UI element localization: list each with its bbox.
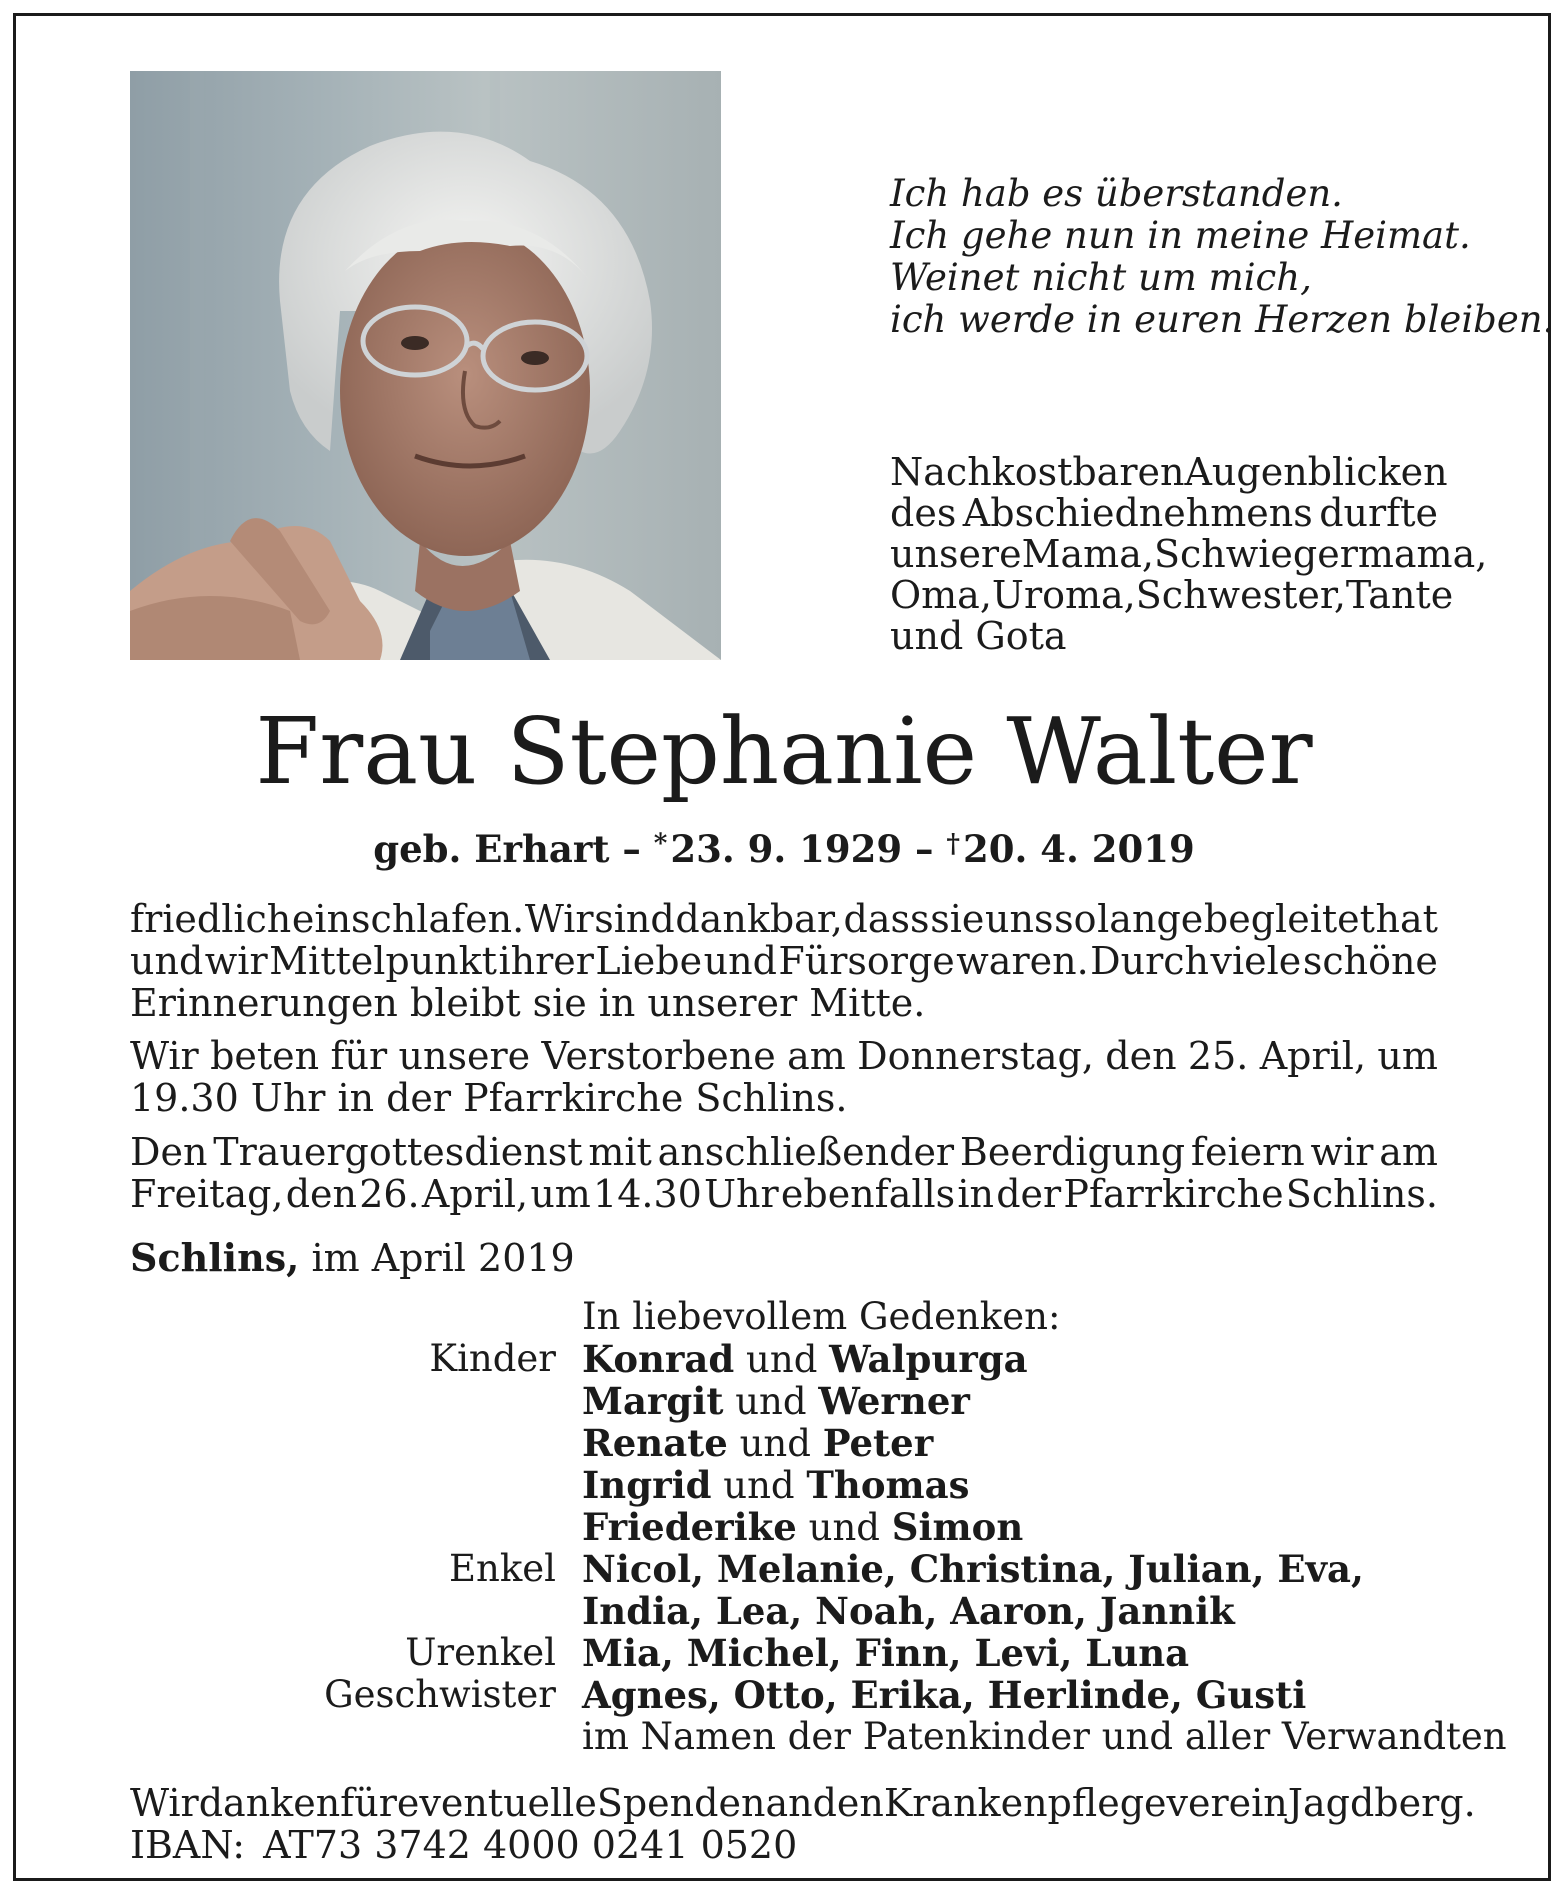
word: beten [210, 1034, 320, 1078]
word: unsere [890, 532, 1022, 576]
word: Wir [524, 897, 594, 941]
word: um [1377, 1034, 1438, 1078]
word: Liebe [595, 939, 703, 983]
word: waren. [956, 939, 1089, 983]
word: durfte [1319, 491, 1438, 535]
poem-line: ich werde in euren Herzen bleiben. [890, 298, 1555, 341]
word: bleibt [409, 981, 521, 1025]
word: uns [985, 897, 1054, 941]
word: Augenblicken [1184, 450, 1448, 494]
enkel-names: Nicol, Melanie, Christina, Julian, Eva, [582, 1547, 1364, 1591]
enkel-label: Enkel [449, 1547, 556, 1590]
poem-line: Weinet nicht um mich, [890, 256, 1312, 299]
family-heading: In liebevollem Gedenken: [582, 1295, 1061, 1338]
word: des [890, 491, 957, 535]
paragraph-funeral [130, 1131, 1438, 1215]
word: lange [1097, 897, 1204, 941]
word: Uhr [704, 1172, 779, 1216]
word: Schlins. [1285, 1172, 1438, 1216]
portrait-photo [130, 71, 721, 660]
word: Uroma, [991, 573, 1136, 617]
word: anschließender [657, 1130, 955, 1174]
word: Oma, [890, 573, 992, 617]
word: dass [843, 897, 930, 941]
word: friedlich [130, 897, 292, 941]
urenkel-label: Urenkel [405, 1631, 556, 1674]
birth-symbol: * [653, 829, 668, 859]
intro-line [890, 450, 1448, 494]
word: Schwiegermama, [1153, 532, 1488, 576]
intro-line: und Gota [890, 614, 1067, 658]
word: 19.30 [130, 1076, 239, 1120]
donation-line [130, 1781, 1476, 1825]
word: sind [594, 897, 675, 941]
word: wir [1310, 1130, 1374, 1174]
geschwister-label: Geschwister [324, 1673, 556, 1716]
place-date [130, 1237, 575, 1279]
intro-text [890, 450, 1488, 658]
paragraph-prayer [130, 1035, 1438, 1119]
poem-line: Ich gehe nun in meine Heimat. [890, 214, 1471, 257]
word: der [996, 1172, 1062, 1216]
word: Uhr [250, 1076, 326, 1120]
word: Den [130, 1130, 208, 1174]
paragraph-line [130, 940, 1438, 982]
word: begleitet [1203, 897, 1375, 941]
maiden-name: geb. Erhart [373, 827, 610, 871]
word: feiern [1190, 1130, 1305, 1174]
paragraph-line [130, 1077, 1438, 1119]
intro-line [890, 573, 1454, 617]
enkel-names: India, Lea, Noah, Aaron, Jannik [582, 1589, 1235, 1633]
iban-line [130, 1824, 1438, 1866]
word: der [386, 1076, 452, 1120]
word: danken [198, 1781, 341, 1825]
word: Krankenpflegeverein [883, 1781, 1288, 1825]
geschwister-names: Agnes, Otto, Erika, Herlinde, Gusti [582, 1673, 1307, 1717]
word: Durch [1090, 939, 1210, 983]
dash: – [622, 827, 641, 871]
dash: – [914, 827, 934, 871]
word: unsere [398, 1034, 531, 1078]
word: Mitte. [809, 981, 926, 1025]
iban-label: IBAN: [130, 1823, 246, 1867]
paragraph-passing [130, 898, 1438, 1024]
birth-date: 23. 9. 1929 [670, 827, 903, 871]
life-dates [0, 820, 1568, 873]
word: Mittelpunkt [269, 939, 497, 983]
kinder-pair: Margit und Werner [582, 1379, 970, 1423]
word: Wir [130, 1781, 199, 1825]
word: Spenden [596, 1781, 766, 1825]
word: mit [588, 1130, 652, 1174]
word: 14.30 [593, 1172, 702, 1216]
word: am [1379, 1130, 1438, 1174]
word: hat [1375, 897, 1438, 941]
word: Beerdigung [959, 1130, 1186, 1174]
intro-line [890, 532, 1488, 576]
word: für [330, 1034, 388, 1078]
kinder-pair: Ingrid und Thomas [582, 1463, 970, 1507]
word: den [1105, 1034, 1177, 1078]
word: unserer [647, 981, 798, 1025]
poem [890, 172, 1555, 341]
kinder-pair: Konrad und Walpurga [582, 1337, 1028, 1381]
word: April, [421, 1172, 529, 1216]
word: ebenfalls [780, 1172, 956, 1216]
iban-number: AT73 3742 4000 0241 0520 [263, 1823, 798, 1867]
word: ihrer [498, 939, 594, 983]
place-town: Schlins, [130, 1235, 300, 1280]
word: Mama, [1021, 532, 1154, 576]
word: sie [532, 981, 587, 1025]
urenkel-names: Mia, Michel, Finn, Levi, Luna [582, 1631, 1190, 1675]
word: Pfarrkirche [1063, 1172, 1284, 1216]
word: in [598, 981, 636, 1025]
deceased-name: Frau Stephanie Walter [255, 698, 1313, 805]
word: Tante [1345, 573, 1454, 617]
word: 26. [359, 1172, 420, 1216]
word: um [530, 1172, 591, 1216]
paragraph-line [130, 982, 1438, 1024]
kinder-pair: Friederike und Simon [582, 1505, 1024, 1549]
word: Verstorbene [541, 1034, 776, 1078]
word: in [337, 1076, 375, 1120]
word: Nach [890, 450, 992, 494]
word: eventuelle [396, 1781, 597, 1825]
kinder-label: Kinder [429, 1337, 556, 1380]
family-closing: im Namen der Patenkinder und aller Verwandten [582, 1715, 1507, 1758]
donation-note [130, 1781, 1476, 1867]
word: und [703, 939, 777, 983]
death-date: 20. 4. 2019 [962, 827, 1195, 871]
word: Jagdberg. [1287, 1781, 1476, 1825]
word: den [285, 1172, 357, 1216]
word: sie [930, 897, 985, 941]
word: Donnerstag, [857, 1034, 1094, 1078]
word: viele [1210, 939, 1302, 983]
word: Schlins. [695, 1076, 848, 1120]
word: wir [204, 939, 268, 983]
word: in [957, 1172, 995, 1216]
word: Abschiednehmens [962, 491, 1313, 535]
word: den [812, 1781, 884, 1825]
word: für [340, 1781, 397, 1825]
word: kostbaren [991, 450, 1185, 494]
poem-line: Ich hab es überstanden. [890, 172, 1343, 215]
word: April, [1259, 1034, 1367, 1078]
word: Fürsorge [778, 939, 955, 983]
paragraph-line [130, 1131, 1438, 1173]
place-month: im April 2019 [311, 1236, 575, 1280]
word: einschlafen. [291, 897, 525, 941]
word: am [787, 1034, 846, 1078]
word: dankbar, [675, 897, 843, 941]
word: an [765, 1781, 813, 1825]
paragraph-line [130, 1173, 1438, 1215]
word: und [130, 939, 204, 983]
word: Schwester, [1135, 573, 1346, 617]
intro-line [890, 493, 1438, 534]
word: Pfarrkirche [463, 1076, 684, 1120]
word: 25. [1187, 1034, 1249, 1078]
family-list [0, 1296, 1568, 1758]
word: Erinnerungen [130, 981, 398, 1025]
word: so [1054, 897, 1097, 941]
word: schöne [1302, 939, 1438, 983]
death-symbol: † [946, 829, 960, 859]
word: Freitag, [130, 1172, 284, 1216]
word: Trauergottesdienst [213, 1130, 583, 1174]
word: Wir [130, 1034, 199, 1078]
paragraph-line [130, 1035, 1438, 1077]
paragraph-line [130, 898, 1438, 940]
kinder-pair: Renate und Peter [582, 1421, 934, 1465]
